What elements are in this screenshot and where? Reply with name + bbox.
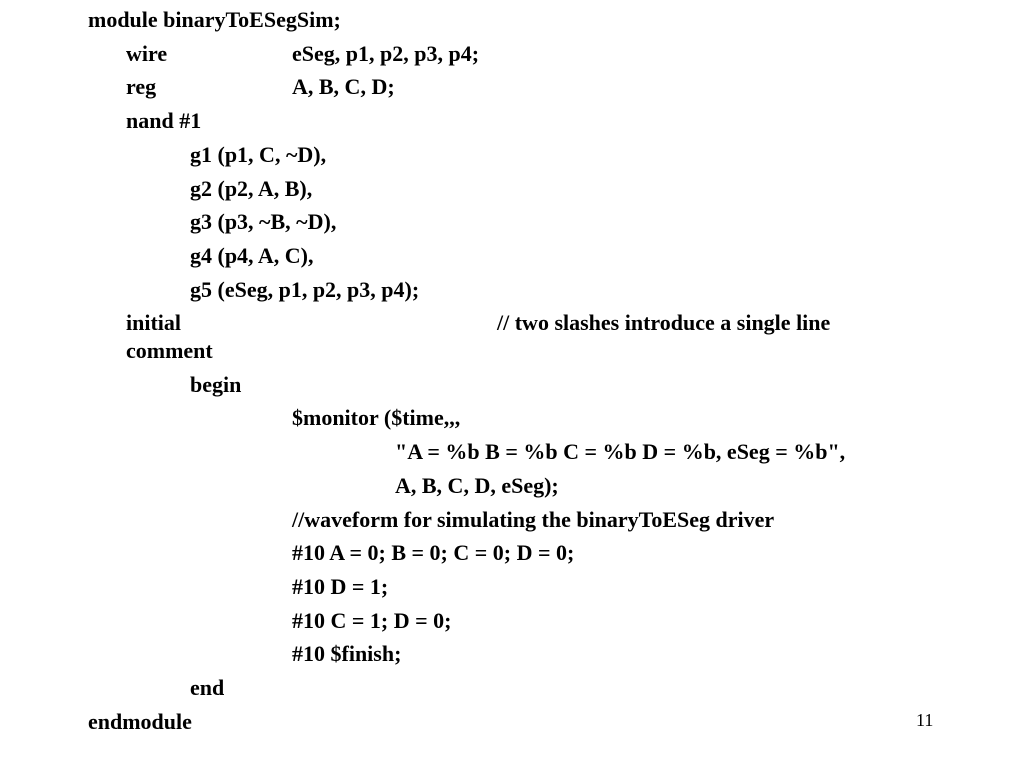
nand-line: nand #1 (126, 108, 202, 133)
begin-keyword: begin (190, 372, 242, 397)
monitor-args: A, B, C, D, eSeg); (395, 473, 559, 498)
reg-keyword: reg (126, 74, 157, 99)
stimulus-3: #10 C = 1; D = 0; (292, 608, 452, 633)
reg-list: A, B, C, D; (292, 74, 395, 99)
module-header: module binaryToESegSim; (88, 7, 341, 32)
stimulus-1: #10 A = 0; B = 0; C = 0; D = 0; (292, 540, 575, 565)
end-keyword: end (190, 675, 225, 700)
page-number: 11 (916, 710, 934, 730)
monitor-line: $monitor ($time,,, (292, 405, 461, 430)
stimulus-4: #10 $finish; (292, 641, 402, 666)
gate-g2: g2 (p2, A, B), (190, 176, 313, 201)
waveform-comment: //waveform for simulating the binaryToESeg driver (292, 507, 775, 532)
monitor-format: "A = %b B = %b C = %b D = %b, eSeg = %b", (395, 439, 846, 464)
endmodule-keyword: endmodule (88, 709, 192, 734)
initial-keyword: initial (126, 310, 182, 335)
initial-comment-wrap: comment (126, 338, 213, 363)
gate-g5: g5 (eSeg, p1, p2, p3, p4); (190, 277, 420, 302)
initial-comment: // two slashes introduce a single line (497, 310, 831, 335)
stimulus-2: #10 D = 1; (292, 574, 389, 599)
wire-list: eSeg, p1, p2, p3, p4; (292, 41, 480, 66)
wire-keyword: wire (126, 41, 168, 66)
gate-g1: g1 (p1, C, ~D), (190, 142, 327, 167)
gate-g3: g3 (p3, ~B, ~D), (190, 209, 337, 234)
gate-g4: g4 (p4, A, C), (190, 243, 314, 268)
